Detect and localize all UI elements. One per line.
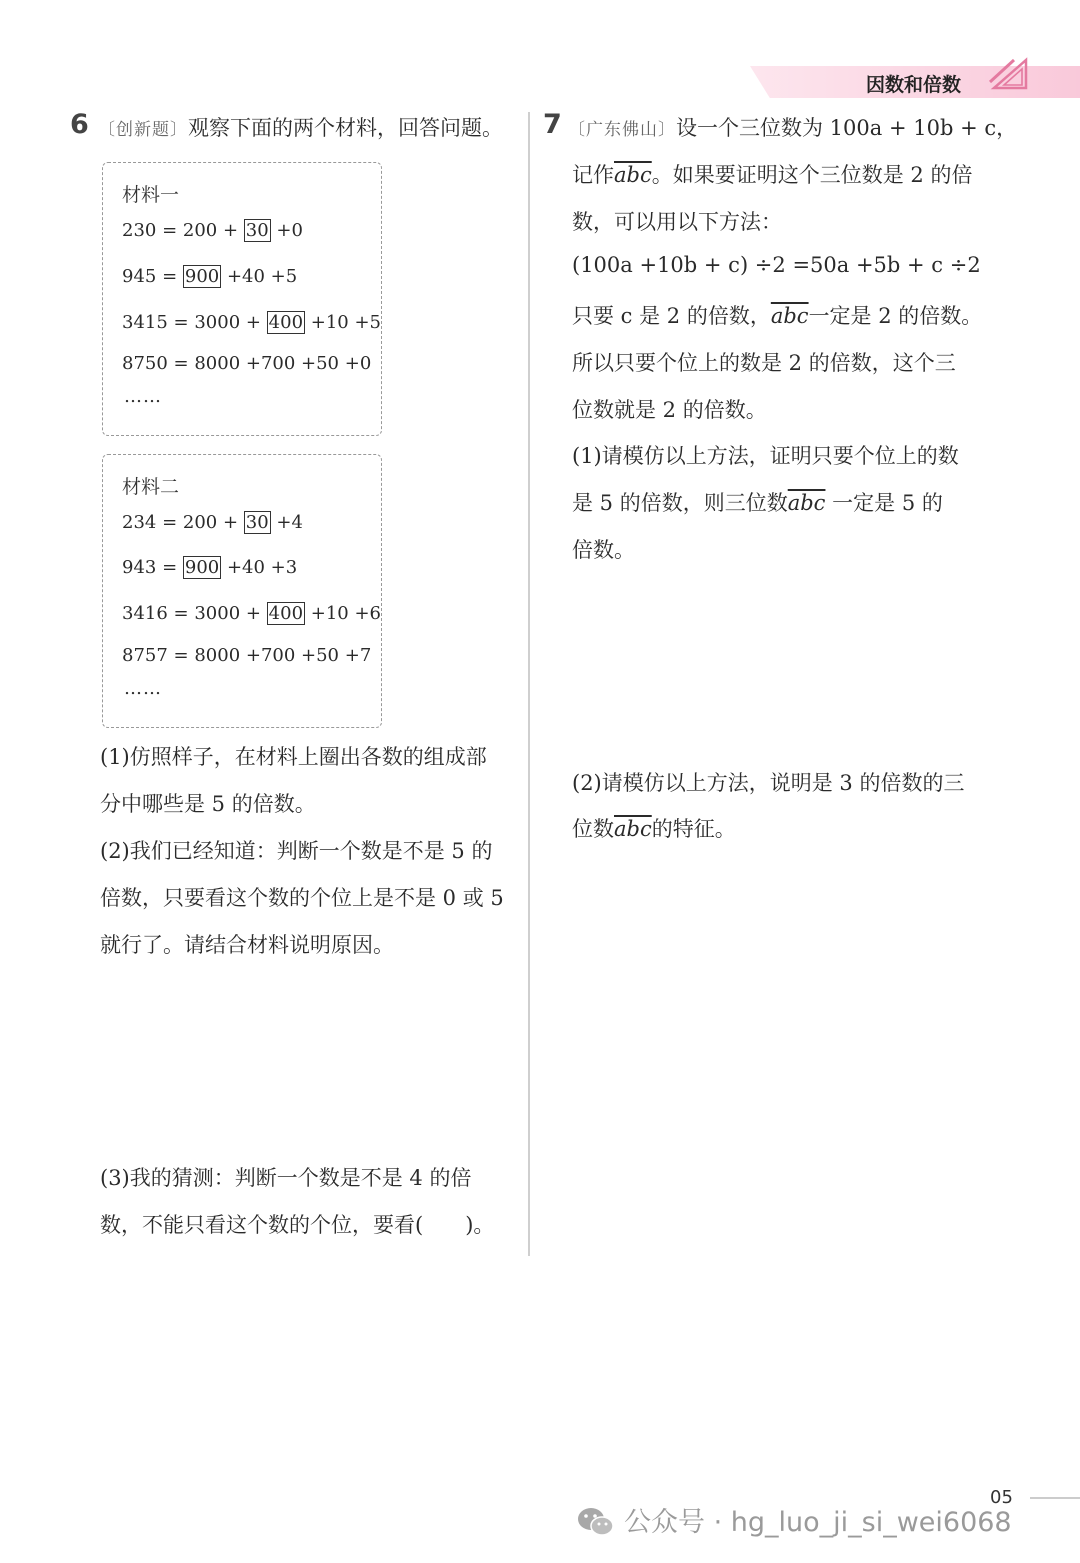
triangle-ruler-icon [988, 56, 1032, 92]
q6-sub2-line: 就行了。请结合材料说明原因。 [100, 933, 394, 957]
wechat-icon [576, 1505, 616, 1539]
q6-sub2-line: (2)我们已经知道：判断一个数是不是 5 的 [100, 839, 493, 863]
boxed-number[interactable]: 900 [184, 266, 220, 287]
material-1-title: 材料一 [122, 184, 180, 206]
material-2-equation: 8757 = 8000 +700 +50 +7 [122, 645, 372, 666]
abc-overline: $\overline{abc}$ [770, 304, 809, 328]
q7-sub2-line: (2)请模仿以上方法，说明是 3 的倍数的三 [572, 771, 965, 795]
material-2-title: 材料二 [122, 476, 180, 498]
q7-line: 所以只要个位上的数是 2 的倍数，这个三 [572, 351, 956, 375]
q6-sub1-line: (1)仿照样子，在材料上圈出各数的组成部 [100, 745, 487, 769]
q7-sub1-line: (1)请模仿以上方法，证明只要个位上的数 [572, 444, 959, 468]
material-2-equation: 234 = 200 + 30 +4 [122, 512, 303, 533]
watermark-text: 公众号 · hg_luo_ji_si_wei6068 [624, 1507, 1012, 1538]
question-number-7: 7 [543, 109, 562, 140]
question-7-header [568, 112, 1017, 142]
material-2-equation: 3416 = 3000 + 400 +10 +6 [122, 603, 381, 624]
material-2-ellipsis: …… [124, 678, 162, 699]
q7-line: 位数就是 2 的倍数。 [572, 398, 767, 422]
question-6-tag: 〔创新题〕 [98, 120, 188, 140]
q6-sub1-line: 分中哪些是 5 的倍数。 [100, 792, 316, 816]
q6-sub3-answer-line[interactable]: 数，不能只看这个数的个位，要看( )。 [100, 1213, 495, 1237]
page-number: 05 [990, 1487, 1013, 1508]
abc-overline: $\overline{abc}$ [614, 817, 652, 841]
q7-line: 只要 c 是 2 的倍数，$\overline{abc}$一定是 2 的倍数。 [572, 304, 983, 328]
q7-line: 数，可以用以下方法： [572, 210, 782, 234]
chapter-title: 因数和倍数 [866, 74, 962, 96]
q7-line: 记作$\overline{abc}$。如果要证明这个三位数是 2 的倍 [572, 163, 973, 187]
question-number-6: 6 [70, 109, 89, 140]
boxed-number[interactable]: 400 [268, 603, 304, 624]
material-1-equation: 8750 = 8000 +700 +50 +0 [122, 353, 372, 374]
material-1-equation: 945 = 900 +40 +5 [122, 266, 298, 287]
boxed-number[interactable]: 400 [268, 312, 304, 333]
q7-formula: (100a +10b + c) ÷2 =50a +5b + c ÷2 [572, 253, 981, 277]
material-1-equation: 3415 = 3000 + 400 +10 +5 [122, 312, 381, 333]
q7-sub1-line: 倍数。 [572, 538, 635, 562]
question-7-tag: 〔广东佛山〕 [568, 120, 676, 140]
boxed-number[interactable]: 30 [245, 512, 269, 533]
q7-line: 设一个三位数为 100a + 10b + c， [676, 116, 1018, 140]
abc-overline: $\overline{abc}$ [614, 163, 652, 187]
q6-sub2-line: 倍数，只要看这个数的个位上是不是 0 或 5 [100, 886, 504, 910]
material-2-equation: 943 = 900 +40 +3 [122, 557, 298, 578]
question-6-header [98, 112, 503, 142]
material-1-ellipsis: …… [124, 386, 162, 407]
q6-sub3-line: (3)我的猜测：判断一个数是不是 4 的倍 [100, 1166, 472, 1190]
q7-sub2-line: 位数$\overline{abc}$的特征。 [572, 817, 736, 841]
boxed-number[interactable]: 900 [184, 557, 220, 578]
abc-overline: $\overline{abc}$ [787, 491, 826, 515]
page-number-rule [1030, 1497, 1080, 1499]
q7-sub1-line: 是 5 的倍数，则三位数$\overline{abc}$ 一定是 5 的 [572, 491, 943, 515]
boxed-number[interactable]: 30 [245, 220, 269, 241]
question-6-prompt: 观察下面的两个材料，回答问题。 [188, 116, 503, 140]
material-1-equation: 230 = 200 + 30 +0 [122, 220, 303, 241]
column-divider [528, 112, 530, 1256]
